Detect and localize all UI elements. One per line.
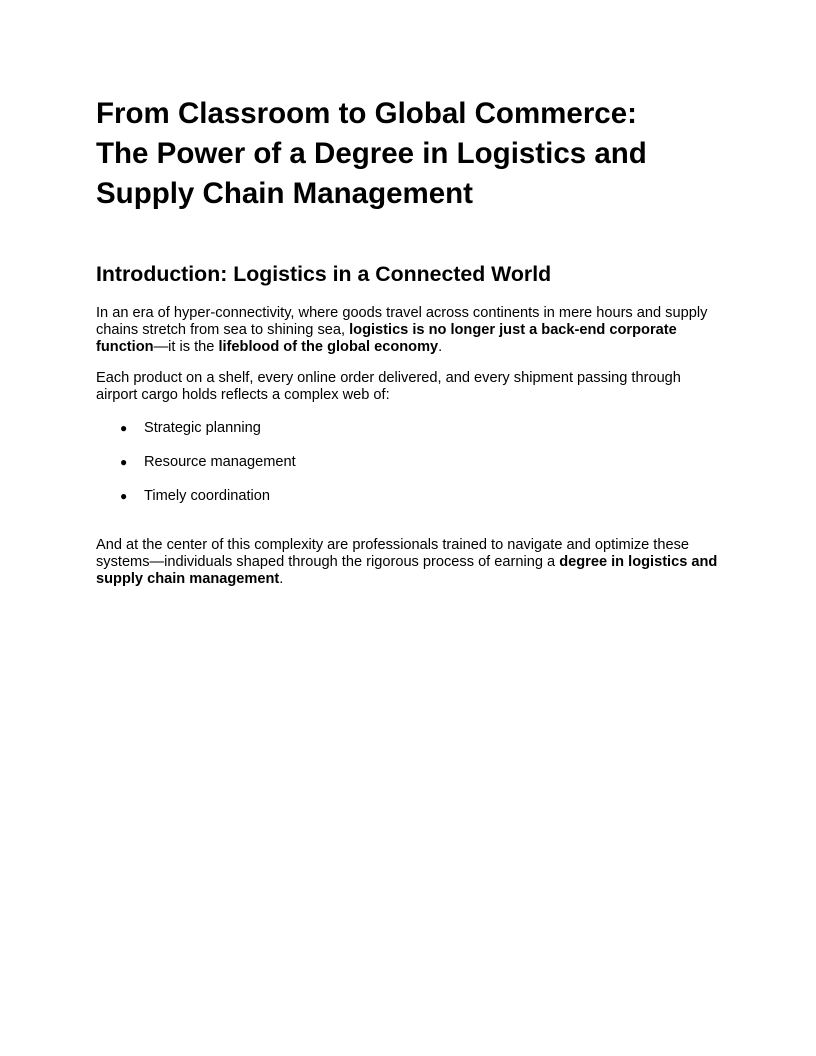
- intro-text-b: —it is the: [153, 339, 219, 355]
- list-item: [96, 454, 720, 471]
- title-line-2: The Power of a Degree in Logistics and: [96, 137, 647, 170]
- closing-text-a: And at the center of this complexity are professionals trained to navigate and optimize these systems—individuals shaped through the rigorous process of earning a: [96, 537, 690, 570]
- bullet-icon: ●: [120, 489, 128, 503]
- list-item-text: Strategic planning: [144, 420, 261, 436]
- title-line-3: Supply Chain Management: [96, 177, 473, 210]
- intro-text-a: In an era of hyper-connectivity, where goods travel across continents in mere hours and supply chains stretch from sea to shining sea,: [96, 305, 708, 338]
- list-item-text: Resource management: [144, 454, 296, 470]
- list-item: [96, 420, 720, 437]
- document-title: [96, 94, 720, 214]
- list-item-text: Timely coordination: [144, 488, 270, 504]
- bullet-icon: ●: [120, 455, 128, 469]
- intro-paragraph: [96, 305, 720, 356]
- section-heading: Introduction: Logistics in a Connected World: [96, 262, 552, 286]
- closing-bold-a: degree in logistics and supply chain management: [96, 554, 718, 587]
- closing-text-b: .: [279, 571, 284, 587]
- bullet-list: [96, 420, 720, 505]
- title-line-1: From Classroom to Global Commerce:: [96, 97, 637, 130]
- list-item: [96, 488, 720, 505]
- intro-bold-b: lifeblood of the global economy: [218, 339, 439, 355]
- intro-text-c: .: [438, 339, 443, 355]
- bullet-icon: ●: [120, 421, 128, 435]
- intro-bold-a: logistics is no longer just a back-end corporate function: [96, 322, 677, 355]
- closing-paragraph: [96, 537, 720, 588]
- web-paragraph: Each product on a shelf, every online order delivered, and every shipment passing through airport cargo holds reflects a complex web of:: [96, 370, 681, 403]
